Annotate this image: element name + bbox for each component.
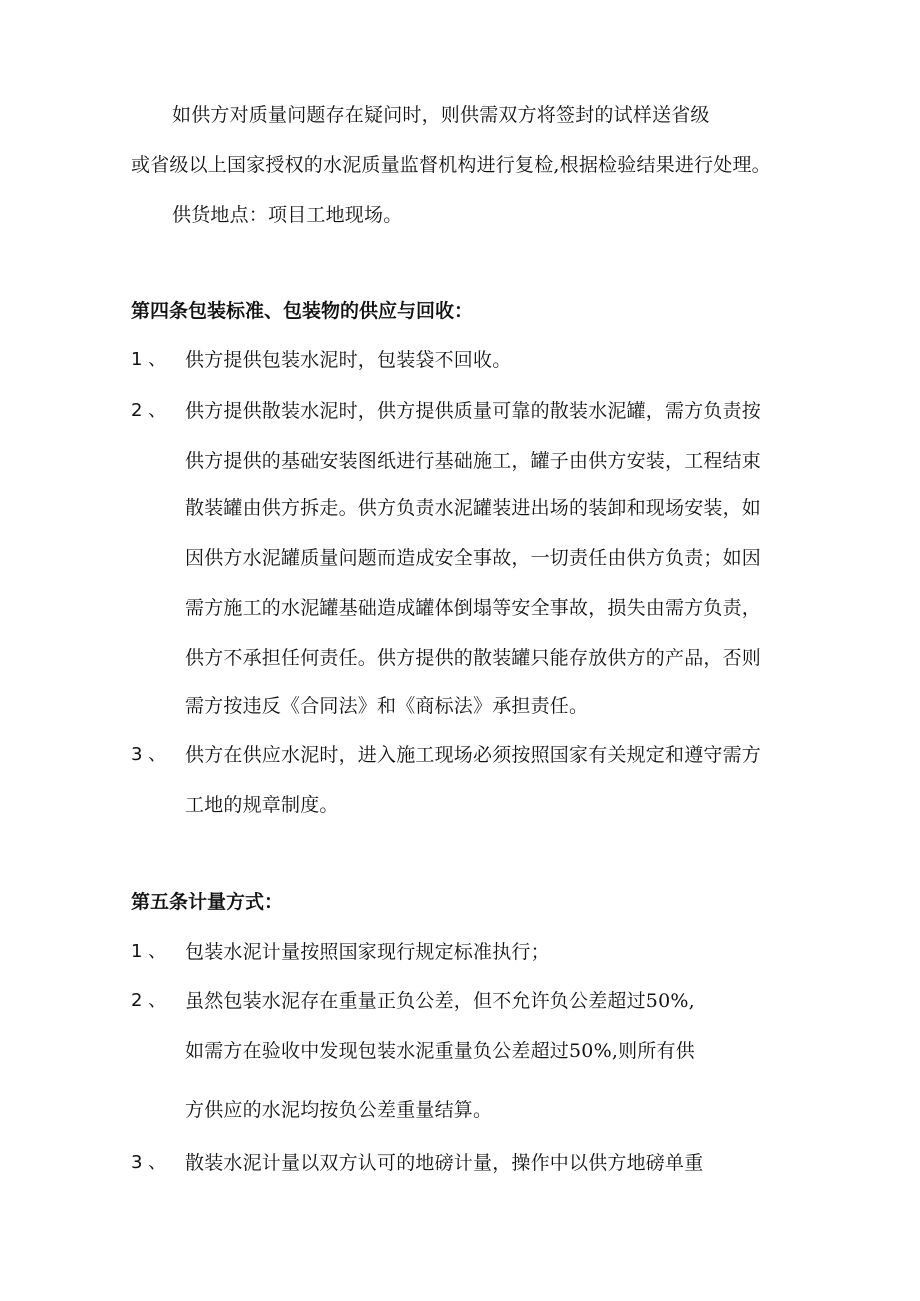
- article-5-item-2-line-3: 方供应的水泥均按负公差重量结算。: [185, 1099, 493, 1121]
- article-5-heading: 第五条计量方式：: [131, 891, 284, 913]
- article-5-item-2-number: 2 、: [131, 990, 167, 1011]
- article-4-heading: 第四条包装标准、包装物的供应与回收：: [131, 300, 474, 322]
- article-4-item-3-line-2: 工地的规章制度。: [185, 794, 339, 816]
- article-5-item-2-line-1: 虽然包装水泥存在重量正负公差，但不允许负公差超过50%,: [185, 990, 695, 1012]
- article-5-item-2-line-2: 如需方在验收中发现包装水泥重量负公差超过50%,则所有供: [185, 1040, 695, 1062]
- article-4-item-3-line-1: 供方在供应水泥时，进入施工现场必须按照国家有关规定和遵守需方: [185, 744, 762, 766]
- intro-line-2: 或省级以上国家授权的水泥质量监督机构进行复检,根据检验结果进行处理。: [131, 154, 771, 176]
- article-4-item-3-number: 3 、: [131, 744, 167, 765]
- article-4-item-2-line-6: 供方不承担任何责任。供方提供的散装罐只能存放供方的产品，否则: [185, 647, 762, 669]
- intro-line-3: 供货地点：项目工地现场。: [172, 204, 403, 226]
- article-5-item-1-number: 1 、: [131, 941, 167, 962]
- article-4-item-2-line-1: 供方提供散装水泥时，供方提供质量可靠的散装水泥罐，需方负责按: [185, 400, 762, 422]
- article-4-item-2-line-3: 散装罐由供方拆走。供方负责水泥罐装进出场的装卸和现场安装，如: [185, 497, 762, 519]
- article-5-item-3-line-1: 散装水泥计量以双方认可的地磅计量，操作中以供方地磅单重: [185, 1152, 704, 1174]
- article-4-item-1-number: 1 、: [131, 349, 167, 370]
- article-4-item-1-line-1: 供方提供包装水泥时，包装袋不回收。: [185, 349, 512, 371]
- article-4-item-2-line-7: 需方按违反《合同法》和《商标法》承担责任。: [185, 695, 589, 717]
- article-4-item-2-line-4: 因供方水泥罐质量问题而造成安全事故，一切责任由供方负责；如因: [185, 547, 762, 569]
- article-4-item-2-number: 2 、: [131, 400, 167, 421]
- intro-line-1: 如供方对质量问题存在疑问时，则供需双方将签封的试样送省级: [172, 104, 710, 126]
- article-5-item-3-number: 3 、: [131, 1152, 167, 1173]
- article-5-item-1-line-1: 包装水泥计量按照国家现行规定标准执行；: [185, 941, 550, 963]
- article-4-item-2-line-5: 需方施工的水泥罐基础造成罐体倒塌等安全事故，损失由需方负责，: [185, 597, 762, 619]
- article-4-item-2-line-2: 供方提供的基础安装图纸进行基础施工，罐子由供方安装，工程结束: [185, 450, 762, 472]
